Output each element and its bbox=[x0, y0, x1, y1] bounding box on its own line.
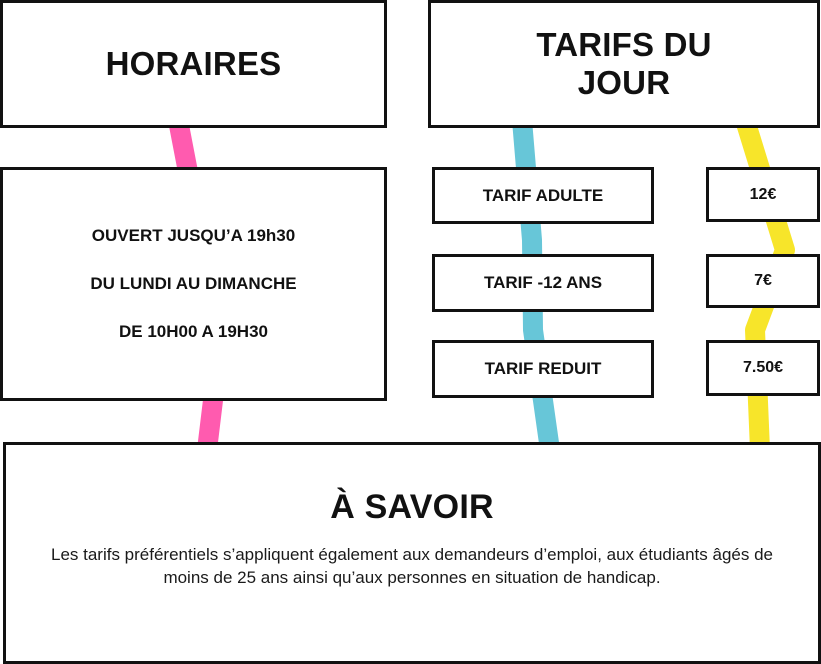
tarifs-title: TARIFS DU JOUR bbox=[536, 26, 712, 101]
horaires-header-box bbox=[0, 0, 387, 128]
tarif-child-price: 7€ bbox=[754, 272, 772, 289]
hours-line-times: DE 10H00 A 19H30 bbox=[119, 322, 268, 341]
tarifs-header-box bbox=[428, 0, 820, 128]
tarif-child-price-box bbox=[706, 254, 820, 308]
tarif-reduced-price-box bbox=[706, 340, 820, 396]
tarif-adult-label: TARIF ADULTE bbox=[482, 185, 604, 205]
horaires-title: HORAIRES bbox=[105, 45, 282, 82]
tarif-reduced-price: 7.50€ bbox=[742, 359, 784, 376]
tarif-adult-label-box bbox=[432, 167, 654, 224]
hours-line-closing: OUVERT JUSQU’A 19h30 bbox=[91, 226, 296, 245]
tarif-reduced-label-box bbox=[432, 340, 654, 398]
tarif-adult-price: 12€ bbox=[749, 185, 777, 203]
tarif-child-label: TARIF -12 ANS bbox=[483, 273, 603, 292]
a-savoir-text: Les tarifs préférentiels s’appliquent également aux demandeurs d’emploi, aux étudiants âgés de moins de 25 ans ainsi qu’aux personnes en situation de handicap. bbox=[50, 545, 773, 587]
opening-hours-box bbox=[0, 167, 387, 401]
tarif-child-label-box bbox=[432, 254, 654, 312]
tarif-reduced-label: TARIF REDUIT bbox=[484, 359, 602, 378]
a-savoir-title: À SAVOIR bbox=[330, 488, 494, 526]
hours-line-days: DU LUNDI AU DIMANCHE bbox=[90, 274, 297, 293]
tarif-adult-price-box bbox=[706, 167, 820, 222]
a-savoir-box bbox=[3, 442, 821, 664]
